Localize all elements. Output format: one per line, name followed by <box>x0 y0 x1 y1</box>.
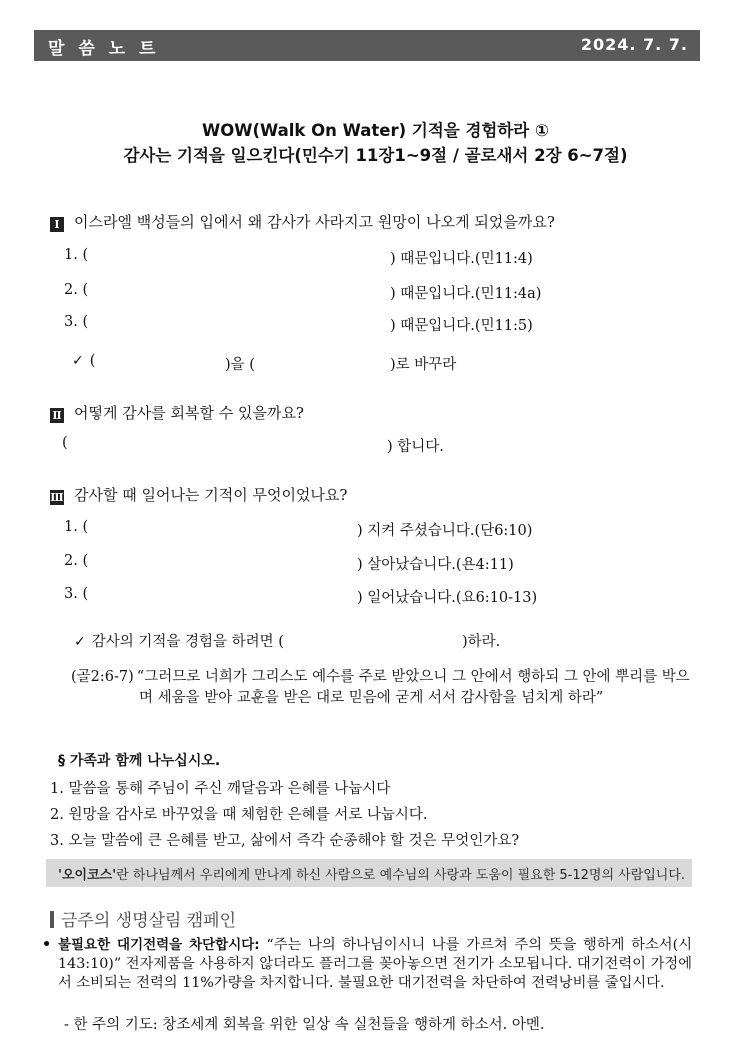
section1-item-3-close: ) 때문입니다.(민11:5) <box>390 318 533 334</box>
section1-check <box>72 353 95 369</box>
campaign-heading: 불필요한 대기전력을 차단합시다: <box>58 937 260 953</box>
weekly-prayer: - 한 주의 기도: 창조세계 회복을 위한 일상 속 실천들을 행하게 하소서. 아멘. <box>64 1017 545 1033</box>
section2-question <box>50 402 304 423</box>
section2-answer-open: ( <box>62 435 68 451</box>
section3-marker: Ⅲ <box>50 491 64 504</box>
section2-marker: Ⅱ <box>50 408 64 423</box>
title-bar-icon <box>50 911 54 928</box>
check-icon: ✓ <box>74 634 86 650</box>
section1-check-c: )로 바꾸라 <box>390 357 457 373</box>
verse-ref: (골2:6-7) <box>71 669 134 685</box>
section1-marker: Ⅰ <box>50 217 64 232</box>
family-item-2: 2. 원망을 감사로 바꾸었을 때 체험한 은혜를 서로 나눕시다. <box>50 807 428 823</box>
header-title: 말 씀 노 트 <box>48 39 160 59</box>
section3-check <box>74 630 284 651</box>
section1-check-b: )을 ( <box>225 357 255 373</box>
check-icon: ✓ <box>72 353 84 369</box>
section3-check-close: )하라. <box>462 634 501 650</box>
section2-answer-close: ) 합니다. <box>387 439 444 455</box>
campaign-title <box>50 906 236 931</box>
section3-check-text: 감사의 기적을 경험을 하려면 ( <box>91 634 284 650</box>
section3-item-2-close: ) 살아났습니다.(욘4:11) <box>357 557 514 573</box>
section3-item-3-close: ) 일어났습니다.(요6:10-13) <box>357 590 538 606</box>
section1-question <box>50 211 555 232</box>
header-date: 2024. 7. 7. <box>580 35 688 54</box>
sermon-title: WOW(Walk On Water) 기적을 경험하라 ① <box>202 121 549 140</box>
section1-item-2-open: 2. ( <box>64 282 89 298</box>
bible-verse <box>71 667 691 709</box>
section3-item-2-open: 2. ( <box>64 553 89 569</box>
section3-item-1-close: ) 지켜 주셨습니다.(단6:10) <box>357 523 533 539</box>
verse-line-2: 며 세움을 받아 교훈을 받은 대로 믿음에 굳게 서서 감사함을 넘치게 하라” <box>139 690 604 706</box>
verse-line-1: “그러므로 너희가 그리스도 예수를 주로 받았으니 그 안에서 행하되 그 안에 뿌리를 박으 <box>136 669 690 685</box>
section2-question-text: 어떻게 감사를 회복할 수 있을까요? <box>74 404 304 422</box>
section3-item-3-open: 3. ( <box>64 586 89 602</box>
section3-question-text: 감사할 때 일어나는 기적이 무엇이었나요? <box>74 486 348 504</box>
family-item-3: 3. 오늘 말씀에 큰 은혜를 받고, 삶에서 즉각 순종해야 할 것은 무엇인가요? <box>50 833 520 849</box>
sermon-subtitle: 감사는 기적을 일으킨다(민수기 11장1~9절 / 골로새서 2장 6~7절) <box>123 146 628 165</box>
family-item-1: 1. 말씀을 통해 주님이 주신 깨달음과 은혜를 나눕시다 <box>50 781 391 797</box>
family-section-title: § 가족과 함께 나누십시오. <box>58 753 221 769</box>
section3-item-1-open: 1. ( <box>64 519 89 535</box>
section1-item-2-close: ) 때문입니다.(민11:4a) <box>390 286 542 302</box>
oikos-banner <box>46 859 692 887</box>
section3-question <box>50 484 347 505</box>
oikos-description: 란 하나님께서 우리에게 만나게 하신 사람으로 예수님의 사랑과 도움이 필요한 5-12명의 사람입니다. <box>116 868 686 883</box>
oikos-text <box>58 864 685 883</box>
header-bar <box>34 30 700 61</box>
section1-item-1-open: 1. ( <box>64 247 89 263</box>
section1-check-a: ( <box>89 353 96 369</box>
section1-question-text: 이스라엘 백성들의 입에서 왜 감사가 사라지고 원망이 나오게 되었을까요? <box>74 213 555 231</box>
campaign-body <box>42 936 692 993</box>
campaign-title-text: 금주의 생명살림 캠페인 <box>61 911 237 931</box>
section1-item-1-close: ) 때문입니다.(민11:4) <box>390 251 533 267</box>
bullet-icon: • <box>42 937 52 953</box>
section1-item-3-open: 3. ( <box>64 314 89 330</box>
oikos-term: '오이코스' <box>58 868 117 883</box>
campaign-text: “주는 나의 하나님이시니 나를 가르쳐 주의 뜻을 행하게 하소서(시143:10)” 전자제품을 사용하지 않더라도 플러그를 꽂아놓으면 전기가 소모됩니다. 대기전력이 가정에서 소비되는 전력의 11%가량을 차지합니다. 불필요한 대기전력을 차단하여 전력낭비를 줄입시다. <box>58 937 693 991</box>
